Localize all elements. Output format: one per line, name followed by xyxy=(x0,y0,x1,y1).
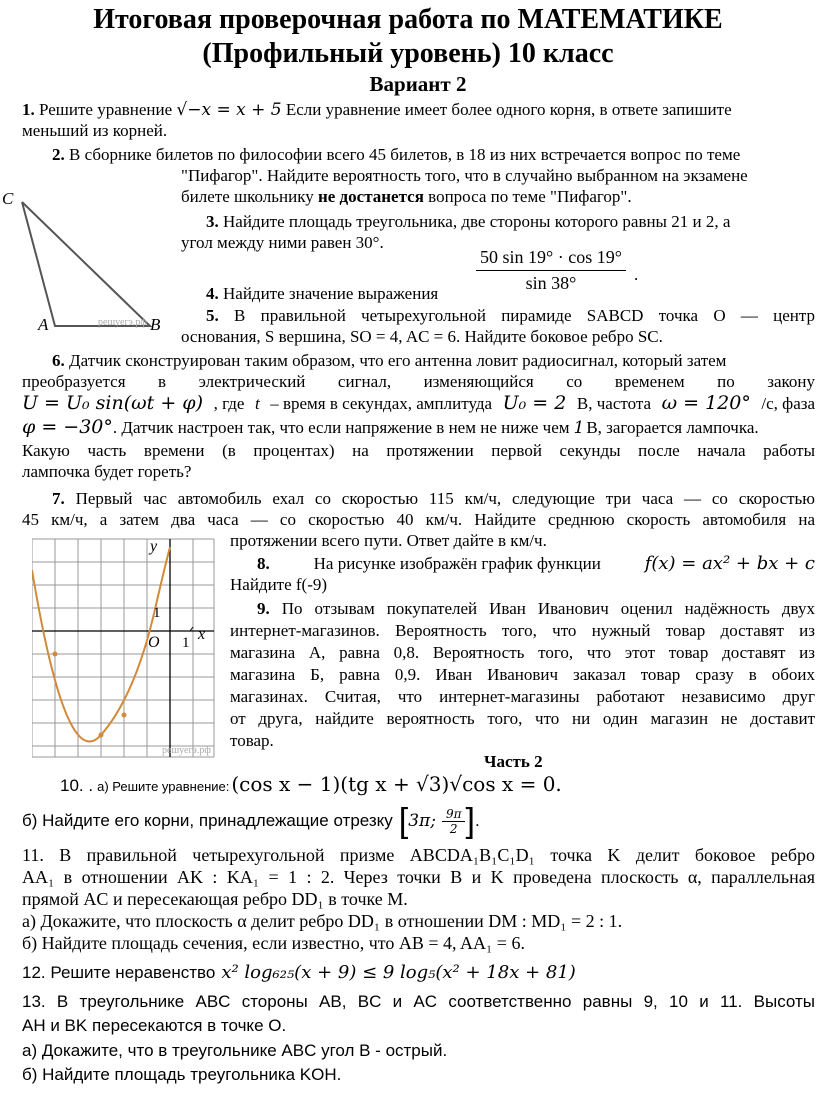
formula-u-law: U = U₀ sin(ωt + φ) xyxy=(22,392,204,414)
problem-1-text-a: Решите уравнение xyxy=(39,100,173,119)
problem-6-text3c: В, частота xyxy=(576,394,652,413)
problem-10-line2 xyxy=(22,804,480,838)
problem-3-line1 xyxy=(206,211,730,232)
triangle-shape xyxy=(22,202,150,326)
problem-2-bold: не достанется xyxy=(317,187,424,206)
problem-2-text1: В сборнике билетов по философии всего 45 билетов, в 18 из них встречается вопрос по теме xyxy=(69,145,741,164)
problem-2-line3 xyxy=(181,186,632,207)
problem-4-number: 4. xyxy=(206,284,219,303)
problem-11-line3: прямой AC и пересекающая ребро DD₁ в точке M. xyxy=(22,889,408,909)
problem-2-line2: "Пифагор". Найдите вероятность того, что в случайно выбранном на экзамене xyxy=(181,166,748,185)
fraction-numerator: 50 sin 19° · cos 19° xyxy=(476,247,626,271)
problem-1-text-b: Если уравнение имеет более одного корня, в ответе запишите xyxy=(285,100,732,119)
problem-2-text3c: вопроса по теме "Пифагор". xyxy=(428,187,632,206)
problem-8-number: 8. xyxy=(257,554,270,573)
graph-label-o: O xyxy=(148,634,160,651)
interval-bracket-right: ] xyxy=(465,802,475,840)
problem-10-dot: . xyxy=(474,811,480,830)
triangle-watermark: решуегэ.рф xyxy=(98,317,147,328)
problem-11-line2: AA₁ в отношении AK : KA₁ = 1 : 2. Через точки B и K проведена плоскость α, параллельная xyxy=(22,867,815,887)
problem-10-number: 10. . xyxy=(60,776,94,795)
problem-12-line xyxy=(22,962,576,983)
problem-4-fraction xyxy=(476,247,626,294)
problem-7-line3: протяжении всего пути. Ответ дайте в км/ч. xyxy=(230,531,547,550)
problem-6-one: 1 xyxy=(573,418,585,438)
problem-7-line2: 45 км/ч, а затем два часа — со скоростью 40 км/ч. Найдите среднюю скорость автомобиля на xyxy=(22,510,815,529)
problem-6-text3b: – время в секундах, амплитуда xyxy=(270,394,493,413)
problem-4-line xyxy=(206,283,438,304)
problem-10-text: а) Решите уравнение: xyxy=(97,779,230,794)
problem-11-line5: б) Найдите площадь сечения, если известно, что AB = 4, AA₁ = 6. xyxy=(22,933,525,953)
problem-7-line1 xyxy=(52,488,815,509)
triangle-label-a: A xyxy=(38,315,49,334)
graph-watermark: решуегэ.рф xyxy=(162,745,211,756)
problem-6-line6: лампочка будет гореть? xyxy=(22,462,192,481)
problem-6-text3d: /с, фаза xyxy=(761,394,815,413)
problem-4-dot: . xyxy=(634,265,639,284)
triangle-label-c: C xyxy=(2,189,14,208)
problem-5-text1: В правильной четырехугольной пирамиде SABCD точка O — центр xyxy=(234,306,815,325)
problem-9-line7: товар. xyxy=(230,731,274,750)
problem-10-line1 xyxy=(60,772,562,796)
formula-phi: φ = −30° xyxy=(22,416,113,438)
problem-3-line2: угол между ними равен 30°. xyxy=(181,233,384,252)
problem-3-number: 3. xyxy=(206,212,219,231)
problem-13-line3: а) Докажите, что в треугольнике ABC угол B - острый. xyxy=(22,1041,448,1060)
problem-9-line5: магазинах. Считая, что интернет-магазины работают независимо друг xyxy=(230,687,815,706)
problem-9-line4: магазина Б, равна 0,9. Иван Иванович заказал товар сразу в обоих xyxy=(230,665,815,684)
problem-6-text4b: В, загорается лампочка. xyxy=(586,418,759,437)
part-2-heading: Часть 2 xyxy=(484,752,543,771)
problem-12-formula: x² log₆₂₅(x + 9) ≤ 9 log₅(x² + 18x + 81) xyxy=(221,962,576,983)
problem-8-line1 xyxy=(257,553,815,574)
interval-numerator: 9π xyxy=(442,807,466,822)
problem-10-formula: (cos x − 1)(tg x + √3)√cos x = 0. xyxy=(231,772,562,796)
problem-8-line2: Найдите f(-9) xyxy=(230,575,328,594)
problem-2-number: 2. xyxy=(52,145,65,164)
problem-1-number: 1. xyxy=(22,100,35,119)
variant-label: Вариант 2 xyxy=(369,72,467,96)
interval-denominator: 2 xyxy=(449,821,458,836)
formula-omega: ω = 120° xyxy=(661,392,751,414)
graph-point-left xyxy=(53,652,58,657)
problem-10-text2: б) Найдите его корни, принадлежащие отрезку xyxy=(22,811,393,830)
problem-11-line1: 11. В правильной четырехугольной призме ABCDA₁B₁C₁D₁ точка K делит боковое ребро xyxy=(22,845,815,865)
problem-5-number: 5. xyxy=(206,306,219,325)
problem-6-text1: Датчик сконструирован таким образом, что его антенна ловит радиосигнал, который затем xyxy=(69,351,727,370)
problem-6-line5: Какую часть времени (в процентах) на протяжении первой секунды после начала работы xyxy=(22,441,815,460)
problem-1-equation: √−x = x + 5 xyxy=(176,100,282,120)
fraction-denominator: sin 38° xyxy=(525,273,577,293)
problem-6-number: 6. xyxy=(52,351,65,370)
problem-8-text: На рисунке изображён график функции xyxy=(313,554,601,573)
problem-6-text4a: . Датчик настроен так, что если напряжение в нем не ниже чем xyxy=(112,418,570,437)
problem-4-text: Найдите значение выражения xyxy=(223,284,439,303)
graph-point-right xyxy=(122,713,127,718)
problem-13-line4: б) Найдите площадь треугольника KOH. xyxy=(22,1065,342,1084)
problem-6-text3a: , где xyxy=(213,394,245,413)
problem-6-line1 xyxy=(52,350,726,371)
problem-6-t: t xyxy=(254,394,260,413)
problem-9-line1 xyxy=(257,598,815,619)
problem-11-line4: а) Докажите, что плоскость α делит ребро DD₁ в отношении DM : MD₁ = 2 : 1. xyxy=(22,911,623,931)
problem-9-line6: от друга, найдите вероятность того, что ни один магазин не доставит xyxy=(230,709,815,728)
problem-2-text3a: билете школьнику xyxy=(181,187,314,206)
formula-u0: U₀ = 2 xyxy=(502,392,567,414)
problem-9-number: 9. xyxy=(257,599,270,618)
graph-tick-y1: 1 xyxy=(153,605,161,621)
graph-label-y: y xyxy=(150,538,158,555)
problem-2-line1 xyxy=(52,144,740,165)
problem-5-line2: основания, S вершина, SO = 4, AC = 6. Найдите боковое ребро SC. xyxy=(181,327,663,346)
problem-12-text: 12. Решите неравенство xyxy=(22,963,216,982)
problem-8-formula: f(x) = ax² + bx + c xyxy=(644,553,815,574)
problem-9-text1: По отзывам покупателей Иван Иванович оценил надёжность двух xyxy=(281,599,816,618)
graph-point-vertex xyxy=(99,733,104,738)
interval-right-fraction xyxy=(442,807,466,836)
graph-tick-x1: 1 xyxy=(182,635,190,651)
graph-label-x: x xyxy=(198,626,206,643)
problem-9-line2: интернет-магазинов. Вероятность того, что нужный товар доставят из xyxy=(230,621,815,640)
problem-6-line3 xyxy=(22,393,815,414)
problem-3-text1: Найдите площадь треугольника, две стороны которого равны 21 и 2, а xyxy=(223,212,731,231)
page-title-line1: Итоговая проверочная работа по МАТЕМАТИКЕ xyxy=(93,4,723,35)
problem-13-line1: 13. В треугольнике ABC стороны AB, BC и AC соответственно равны 9, 10 и 11. Высоты xyxy=(22,992,815,1011)
problem-6-line2: преобразуется в электрический сигнал, изменяющийся со временем по закону xyxy=(22,372,815,391)
problem-13-line2: AH и BK пересекаются в точке O. xyxy=(22,1016,287,1035)
parabola-graph xyxy=(32,535,222,760)
problem-1-line1 xyxy=(22,99,732,121)
problem-9-line3: магазина А, равна 0,8. Вероятность того, что этот товар доставят из xyxy=(230,643,815,662)
problem-6-line4 xyxy=(22,417,815,439)
triangle-label-b: B xyxy=(150,315,161,334)
triangle-figure xyxy=(0,186,180,336)
problem-1-line2: меньший из корней. xyxy=(22,121,168,140)
problem-7-text1: Первый час автомобиль ехал со скоростью 115 км/ч, следующие три часа — со скоростью xyxy=(75,489,816,508)
interval-bracket-left: [ xyxy=(398,802,409,840)
interval-left-value: 3π; xyxy=(408,811,436,831)
page-title-line2: (Профильный уровень) 10 класс xyxy=(202,38,614,69)
problem-7-number: 7. xyxy=(52,489,65,508)
problem-5-line1 xyxy=(206,305,815,326)
